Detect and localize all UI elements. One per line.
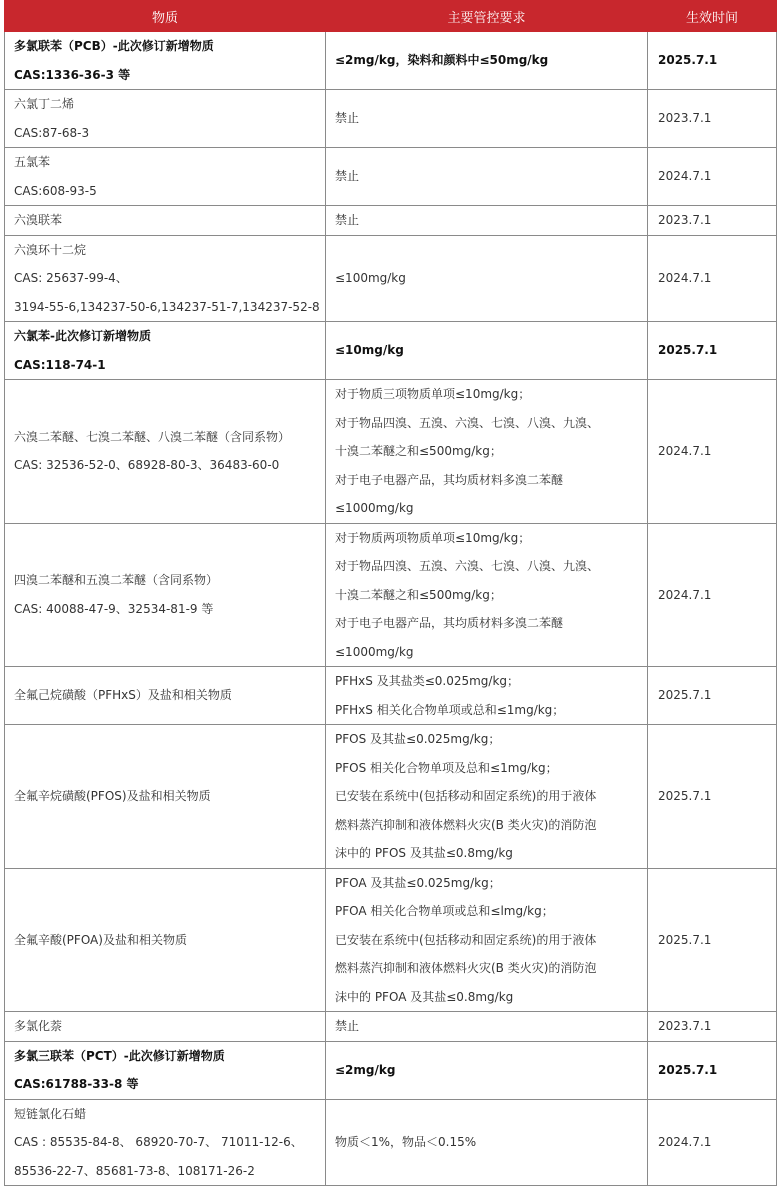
effective-date-cell: 2023.7.1 (648, 90, 777, 148)
requirement-cell (326, 1012, 648, 1042)
requirement-cell-line: 禁止 (335, 213, 360, 227)
substance-cell-line: 全氟辛酸(PFOA)及盐和相关物质 (14, 932, 187, 947)
table-row (5, 868, 777, 1012)
effective-date-cell: 2025.7.1 (648, 1041, 777, 1099)
substance-cell (5, 90, 326, 148)
requirement-cell (326, 725, 648, 869)
substance-cell (5, 235, 326, 322)
substance-cell-line: 六溴二苯醚、七溴二苯醚、八溴二苯醚（含同系物） (14, 429, 291, 444)
table-row (5, 380, 777, 524)
table-row (5, 1041, 777, 1099)
substance-cell (5, 32, 326, 90)
substance-cell (5, 868, 326, 1012)
effective-date-cell: 2025.7.1 (648, 322, 777, 380)
substance-cell (5, 523, 326, 667)
substance-cell-line: 多氯三联苯（PCT）-此次修订新增物质 (14, 1048, 225, 1063)
substance-cell-line: CAS:608-93-5 (14, 183, 97, 198)
substance-cell-line: 六溴环十二烷 (14, 242, 87, 257)
requirement-cell (326, 206, 648, 236)
substance-cell (5, 1099, 326, 1186)
requirement-cell-line: 沫中的 PFOA 及其盐≤0.8mg/kg (335, 989, 514, 1004)
effective-date-cell: 2025.7.1 (648, 32, 777, 90)
requirement-cell (326, 322, 648, 380)
effective-date-cell: 2024.7.1 (648, 1099, 777, 1186)
substance-cell-line: CAS:118-74-1 (14, 357, 106, 372)
requirement-cell (326, 90, 648, 148)
requirement-cell-line: ≤1000mg/kg (335, 644, 414, 659)
effective-date-cell: 2024.7.1 (648, 235, 777, 322)
requirement-cell-line: 对于电子电器产品，其均质材料多溴二苯醚 (335, 616, 564, 630)
effective-date-cell: 2024.7.1 (648, 380, 777, 524)
requirement-cell (326, 32, 648, 90)
substance-cell-line: CAS : 85535-84-8、 68920-70-7、 71011-12-6、 (14, 1135, 303, 1149)
requirement-cell-line: ≤2mg/kg (335, 1062, 396, 1077)
substance-cell (5, 380, 326, 524)
requirement-cell-line: 沫中的 PFOS 及其盐≤0.8mg/kg (335, 846, 513, 860)
table-body (5, 32, 777, 1186)
table-row (5, 148, 777, 206)
substance-cell-line: 四溴二苯醚和五溴二苯醚（含同系物） (14, 573, 219, 588)
column-header-requirement: 主要管控要求 (326, 1, 648, 32)
requirement-cell-line: 对于物质两项物质单项≤10mg/kg； (335, 530, 531, 545)
substance-cell (5, 1041, 326, 1099)
substance-cell-line: 六溴联苯 (14, 213, 63, 227)
requirement-cell-line: 禁止 (335, 111, 360, 126)
requirement-cell-line: 禁止 (335, 1019, 360, 1033)
substance-cell (5, 206, 326, 236)
requirement-cell-line: 燃料蒸汽抑制和液体燃料火灾(B 类火灾)的消防泡 (335, 817, 597, 832)
substance-cell-line: CAS:1336-36-3 等 (14, 67, 131, 82)
substance-cell-line: CAS:87-68-3 (14, 125, 90, 140)
requirement-cell-line: 对于物质三项物质单项≤10mg/kg； (335, 387, 531, 401)
requirement-cell-line: 燃料蒸汽抑制和液体燃料火灾(B 类火灾)的消防泡 (335, 961, 597, 975)
requirement-cell-line: 禁止 (335, 169, 360, 184)
requirement-cell-line: 已安装在系统中(包括移动和固定系统)的用于液体 (335, 932, 597, 947)
effective-date-cell: 2025.7.1 (648, 725, 777, 869)
table-row (5, 322, 777, 380)
effective-date-cell: 2024.7.1 (648, 523, 777, 667)
requirement-cell (326, 667, 648, 725)
substance-cell (5, 725, 326, 869)
effective-date-cell: 2023.7.1 (648, 1012, 777, 1042)
requirement-cell-line: ≤1000mg/kg (335, 501, 414, 515)
table-row (5, 206, 777, 236)
table-row (5, 1012, 777, 1042)
requirement-cell (326, 235, 648, 322)
substance-cell (5, 1012, 326, 1042)
requirement-cell-line: 已安装在系统中(包括移动和固定系统)的用于液体 (335, 789, 597, 803)
requirement-cell-line: PFOA 相关化合物单项或总和≤lmg/kg； (335, 904, 554, 918)
requirement-cell (326, 380, 648, 524)
requirement-cell-line: ≤2mg/kg，染料和颜料中≤50mg/kg (335, 53, 549, 68)
substance-cell-line: 多氯化萘 (14, 1019, 63, 1033)
table-header-row (5, 1, 777, 32)
table-row (5, 90, 777, 148)
restricted-substances-table (4, 0, 777, 1186)
substance-cell-line: CAS:61788-33-8 等 (14, 1077, 139, 1091)
substance-cell-line: 多氯联苯（PCB）-此次修订新增物质 (14, 39, 214, 53)
column-header-effective-date: 生效时间 (648, 1, 777, 32)
requirement-cell (326, 1099, 648, 1186)
substance-cell-line: 五氯苯 (14, 155, 51, 169)
effective-date-cell: 2025.7.1 (648, 667, 777, 725)
substance-cell-line: 3194-55-6,134237-50-6,134237-51-7,134237-52-8 (14, 299, 320, 314)
requirement-cell-line: 十溴二苯醚之和≤500mg/kg； (335, 587, 502, 602)
substance-cell-line: CAS: 32536-52-0、68928-80-3、36483-60-0 (14, 458, 280, 473)
requirement-cell-line: PFOS 及其盐≤0.025mg/kg； (335, 732, 501, 746)
effective-date-cell: 2025.7.1 (648, 868, 777, 1012)
substance-cell (5, 667, 326, 725)
requirement-cell (326, 523, 648, 667)
substance-cell-line: 全氟辛烷磺酸(PFOS)及盐和相关物质 (14, 789, 211, 803)
table-row (5, 667, 777, 725)
substance-cell-line: 六氯丁二烯 (14, 97, 75, 111)
requirement-cell-line: 对于物品四溴、五溴、六溴、七溴、八溴、九溴、 (335, 559, 600, 573)
effective-date-cell: 2023.7.1 (648, 206, 777, 236)
requirement-cell (326, 148, 648, 206)
substance-cell-line: 85536-22-7、85681-73-8、108171-26-2 (14, 1163, 255, 1178)
column-header-substance: 物质 (5, 1, 326, 32)
regulation-table-container (4, 0, 776, 1186)
requirement-cell-line: PFHxS 相关化合物单项或总和≤1mg/kg； (335, 702, 565, 717)
substance-cell-line: CAS: 40088-47-9、32534-81-9 等 (14, 601, 214, 616)
requirement-cell-line: PFHxS 及其盐类≤0.025mg/kg； (335, 674, 520, 688)
substance-cell-line: 短链氯化石蜡 (14, 1106, 87, 1121)
table-row (5, 235, 777, 322)
requirement-cell (326, 868, 648, 1012)
requirement-cell-line: 对于电子电器产品，其均质材料多溴二苯醚 (335, 472, 564, 487)
table-row (5, 1099, 777, 1186)
requirement-cell (326, 1041, 648, 1099)
requirement-cell-line: 对于物品四溴、五溴、六溴、七溴、八溴、九溴、 (335, 415, 600, 430)
requirement-cell-line: ≤100mg/kg (335, 271, 406, 285)
table-row (5, 725, 777, 869)
requirement-cell-line: ≤10mg/kg (335, 343, 404, 358)
substance-cell-line: CAS: 25637-99-4、 (14, 271, 128, 285)
effective-date-cell: 2024.7.1 (648, 148, 777, 206)
requirement-cell-line: PFOA 及其盐≤0.025mg/kg； (335, 875, 501, 890)
requirement-cell-line: PFOS 相关化合物单项及总和≤1mg/kg； (335, 760, 558, 775)
substance-cell-line: 全氟己烷磺酸（PFHxS）及盐和相关物质 (14, 688, 232, 703)
table-row (5, 523, 777, 667)
substance-cell-line: 六氯苯-此次修订新增物质 (14, 329, 151, 343)
substance-cell (5, 322, 326, 380)
requirement-cell-line: 物质＜1%，物品＜0.15% (335, 1135, 477, 1149)
table-row (5, 32, 777, 90)
substance-cell (5, 148, 326, 206)
requirement-cell-line: 十溴二苯醚之和≤500mg/kg； (335, 444, 502, 458)
